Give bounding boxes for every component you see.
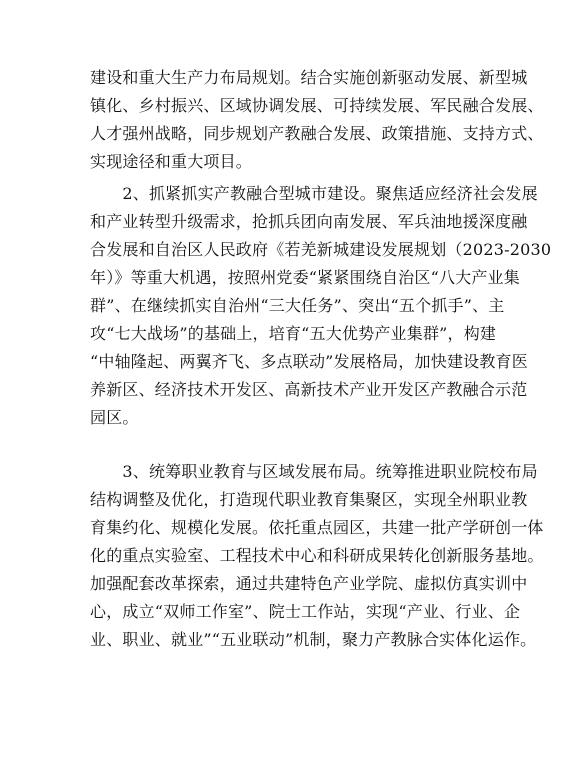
text-line: 年）》等重大机遇，按照州党委“紧紧围绕自治区“八大产业集 bbox=[90, 268, 520, 287]
text-line: 实现途径和重大项目。 bbox=[90, 152, 253, 171]
text-line: 加强配套改革探索，通过共建特色产业学院、虚拟仿真实训中 bbox=[90, 574, 528, 593]
text-line: 3、统筹职业教育与区域发展布局。统筹推进职业院校布局 bbox=[90, 462, 538, 481]
text-line: 攻“七大战场”的基础上，培育“五大优势产业集群”，构建 bbox=[90, 324, 497, 343]
text-line: 养新区、经济技术开发区、高新技术产业开发区产教融合示范 bbox=[90, 380, 528, 399]
text-line: 心，成立“双师工作室”、院士工作站，实现“产业、行业、企 bbox=[90, 602, 521, 621]
text-line: 和产业转型升级需求，抢抓兵团向南发展、军兵油地援深度融 bbox=[90, 212, 528, 231]
text-line: “中轴隆起、两翼齐飞、多点联动”发展格局，加快建设教育医 bbox=[90, 352, 528, 371]
text-line: 化的重点实验室、工程技术中心和科研成果转化创新服务基地。 bbox=[90, 546, 544, 565]
text-line: 育集约化、规模化发展。依托重点园区，共建一批产学研创一体 bbox=[90, 518, 544, 537]
text-line: 镇化、乡村振兴、区域协调发展、可持续发展、军民融合发展、 bbox=[90, 96, 544, 115]
text-line: 业、职业、就业”“五业联动”机制，聚力产教脉合实体化运作。 bbox=[90, 630, 537, 649]
text-line: 合发展和自治区人民政府《若羌新城建设发展规划（2023-2030 bbox=[90, 240, 552, 259]
paragraph-2 bbox=[90, 180, 552, 432]
paragraph-1 bbox=[90, 64, 544, 176]
text-line: 群”、在继续抓实自治州“三大任务”、突出“五个抓手”、主 bbox=[90, 296, 505, 315]
paragraph-3 bbox=[90, 458, 544, 654]
text-line: 结构调整及优化，打造现代职业教育集聚区，实现全州职业教 bbox=[90, 490, 528, 509]
text-line: 2、抓紧抓实产教融合型城市建设。聚焦适应经济社会发展 bbox=[90, 184, 538, 203]
text-line: 建设和重大生产力布局规划。结合实施创新驱动发展、新型城 bbox=[90, 68, 528, 87]
text-line: 园区。 bbox=[90, 408, 139, 427]
text-line: 人才强州战略，同步规划产教融合发展、政策措施、支持方式、 bbox=[90, 124, 544, 143]
